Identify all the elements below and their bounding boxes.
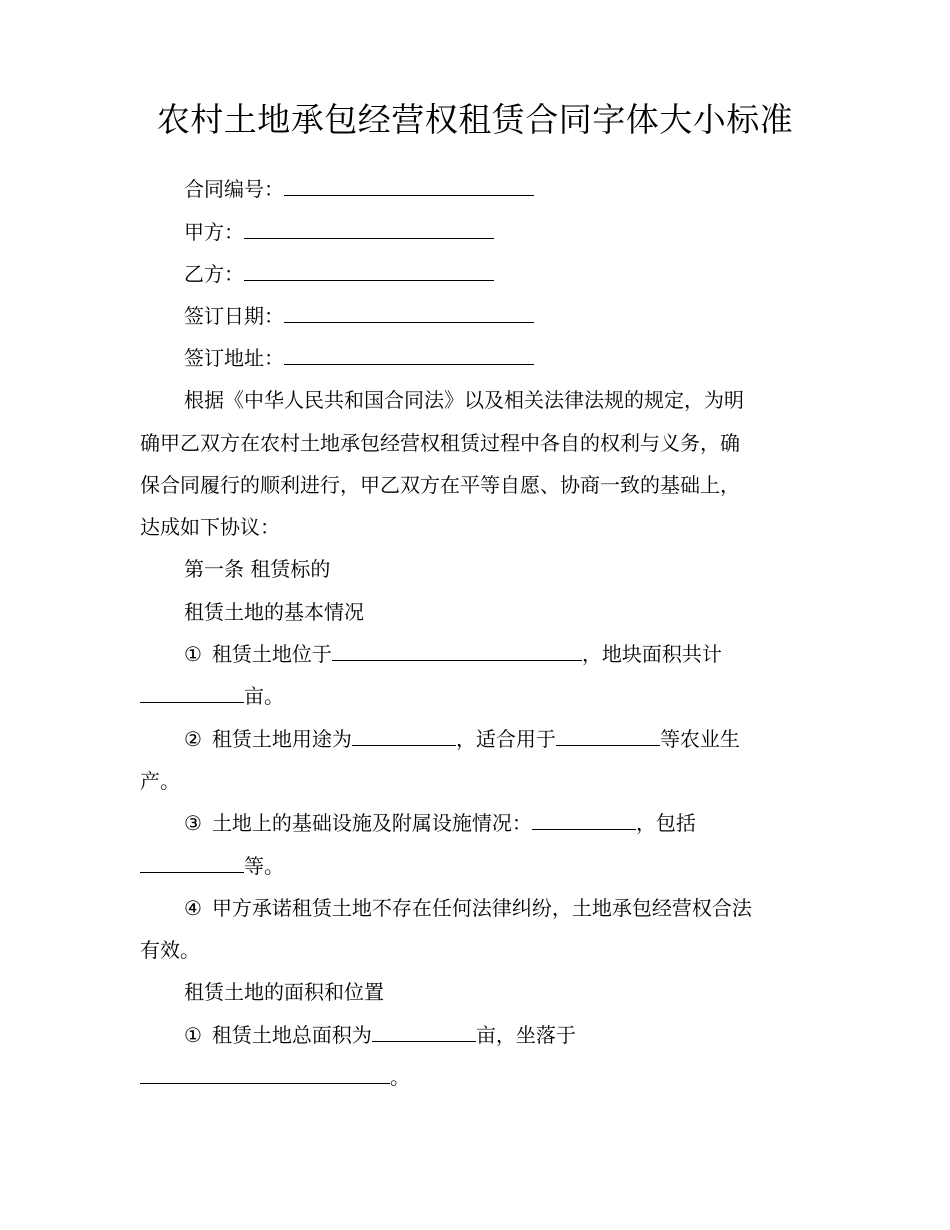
item-1-location-blank (332, 640, 582, 661)
item-2-marker: ② (184, 727, 202, 751)
preamble-line-1: 根据《中华人民共和国合同法》以及相关法律法规的规定，为明 (184, 388, 744, 412)
section-area-location-heading: 租赁土地的面积和位置 (184, 980, 384, 1004)
sign-date-label: 签订日期： (184, 304, 284, 328)
item-3-text-c: 等。 (244, 854, 284, 878)
item-1-line-1 (184, 639, 722, 669)
item-3-text-a: 土地上的基础设施及附属设施情况： (211, 811, 532, 835)
item-2-use-blank (352, 725, 456, 746)
item-4-marker: ④ (184, 896, 202, 920)
sign-place-label: 签订地址： (184, 346, 284, 370)
sign-place-blank (284, 344, 534, 365)
item-3-include-blank (140, 852, 244, 873)
item-1-marker: ① (184, 642, 202, 666)
sign-date-blank (284, 302, 534, 323)
item-1-line-2 (140, 681, 284, 711)
article-1-heading: 第一条 租赁标的 (184, 557, 331, 581)
item-5-line-2 (140, 1062, 410, 1092)
item-5-text-a: 租赁土地总面积为 (211, 1023, 372, 1047)
item-5-line-1 (184, 1020, 576, 1050)
item-5-area-blank (372, 1021, 476, 1042)
item-3-text-b: ，包括 (635, 811, 696, 835)
item-1-text-a: 租赁土地位于 (211, 642, 332, 666)
item-2-line-1 (184, 724, 740, 754)
item-2-text-c: 等农业生 (659, 727, 740, 751)
item-5-location-blank (140, 1063, 390, 1084)
item-2-text-b: ，适合用于 (455, 727, 556, 751)
party-b-line (184, 259, 494, 289)
contract-number-label: 合同编号： (184, 177, 284, 201)
party-a-blank (244, 218, 494, 239)
contract-number-blank (284, 175, 534, 196)
item-2-line-2: 产。 (140, 769, 180, 793)
item-1-text-b: ，地块面积共计 (581, 642, 722, 666)
party-b-blank (244, 260, 494, 281)
section-basic-info-heading: 租赁土地的基本情况 (184, 600, 364, 624)
sign-place-line (184, 343, 534, 373)
item-5-text-c: 。 (390, 1065, 410, 1089)
item-1-text-c: 亩。 (244, 684, 284, 708)
preamble-line-4: 达成如下协议： (140, 515, 280, 539)
item-3-facilities-blank (532, 809, 636, 830)
item-2-suitable-blank (556, 725, 660, 746)
party-b-label: 乙方： (184, 262, 244, 286)
item-4-text-a: 甲方承诺租赁土地不存在任何法律纠纷，土地承包经营权合法 (211, 896, 752, 920)
document-title: 农村土地承包经营权租赁合同字体大小标准 (156, 100, 794, 139)
contract-number-line (184, 174, 534, 204)
item-1-area-blank (140, 682, 244, 703)
party-a-line (184, 217, 494, 247)
item-2-text-a: 租赁土地用途为 (211, 727, 352, 751)
item-4-line-2: 有效。 (140, 938, 200, 962)
item-3-line-1 (184, 808, 696, 838)
sign-date-line (184, 301, 534, 331)
item-5-text-b: 亩，坐落于 (475, 1023, 576, 1047)
item-4-line-1 (184, 893, 752, 923)
item-5-marker: ① (184, 1023, 202, 1047)
item-3-line-2 (140, 851, 284, 881)
preamble-line-3: 保合同履行的顺利进行，甲乙双方在平等自愿、协商一致的基础上， (140, 473, 740, 497)
item-3-marker: ③ (184, 811, 202, 835)
party-a-label: 甲方： (184, 220, 244, 244)
preamble-line-2: 确甲乙双方在农村土地承包经营权租赁过程中各自的权利与义务，确 (140, 431, 740, 455)
